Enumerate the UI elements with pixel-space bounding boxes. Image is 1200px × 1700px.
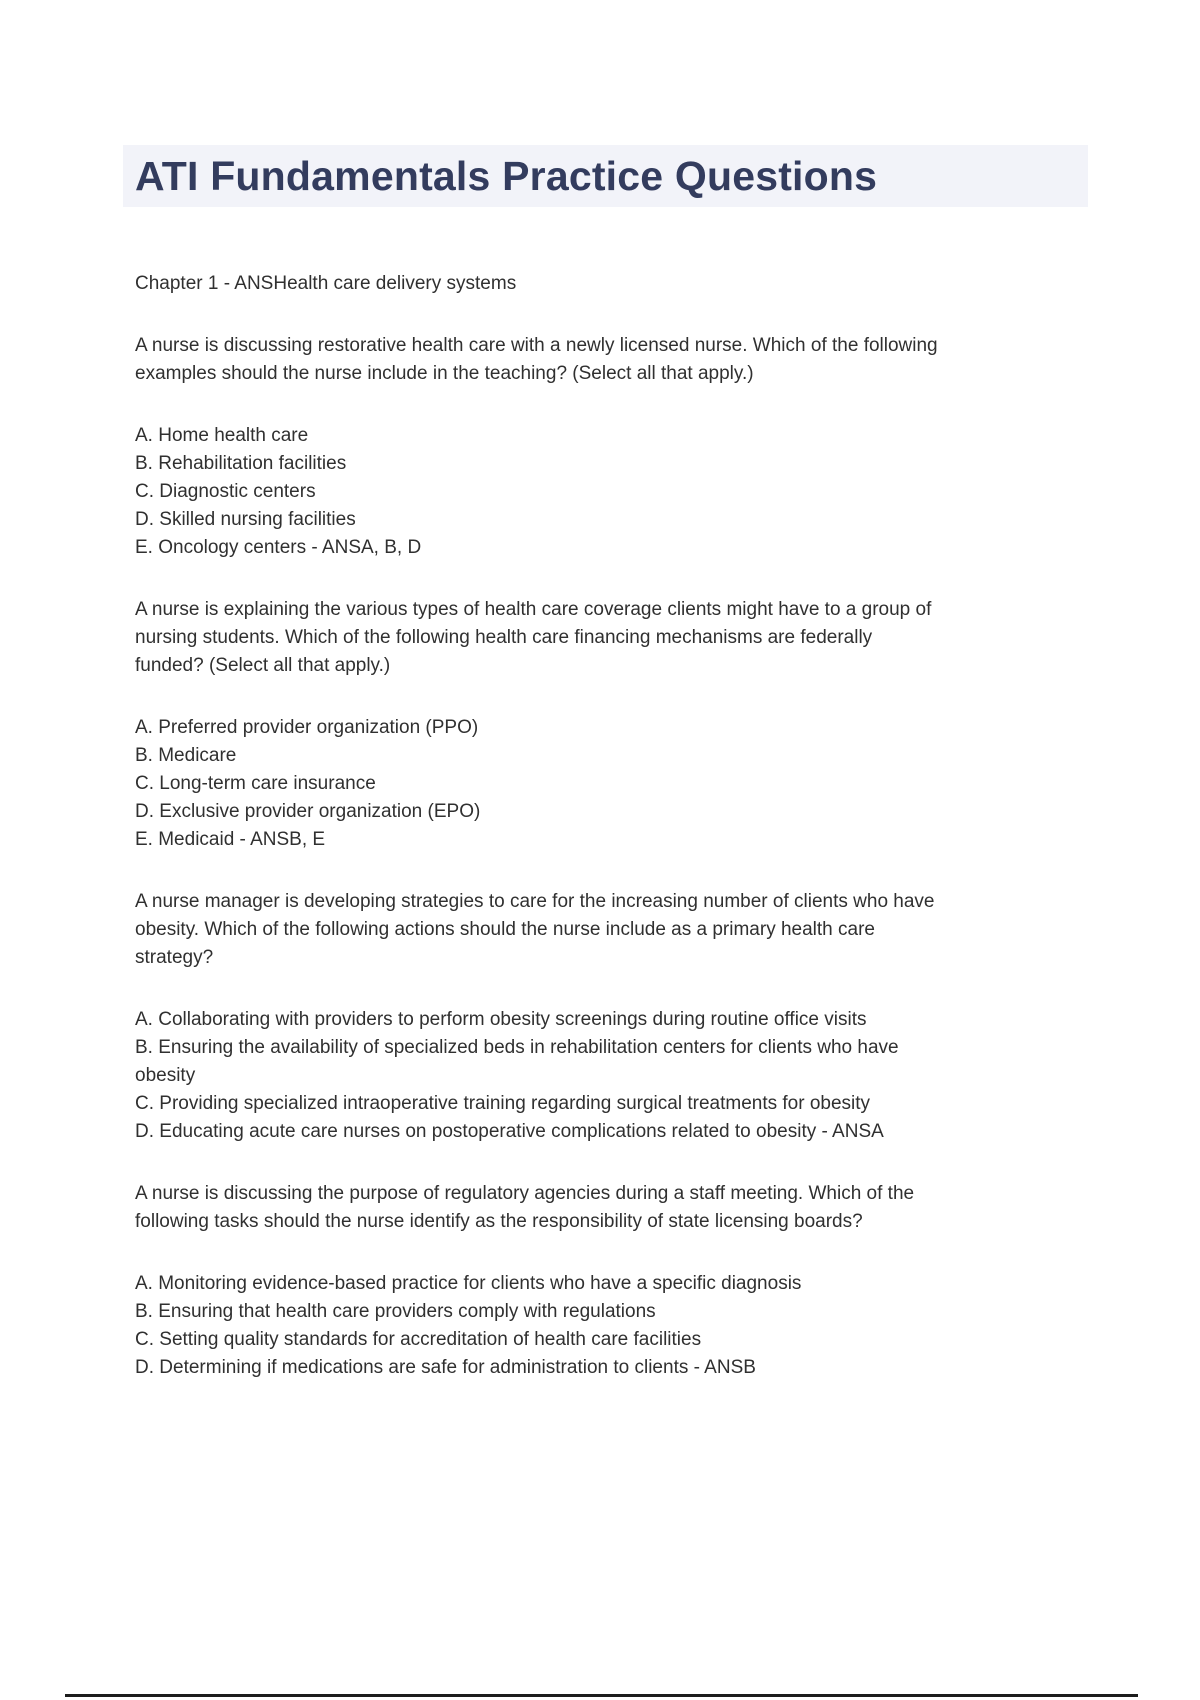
chapter-heading-block: [135, 270, 1095, 298]
question-text-line: A nurse is explaining the various types of health care coverage clients might have to a group of: [135, 599, 932, 620]
question-prompt: [135, 332, 1095, 388]
answer-option-line: B. Ensuring that health care providers comply with regulations: [135, 1301, 656, 1322]
answer-option-line: E. Oncology centers - ANSA, B, D: [135, 537, 422, 558]
question-prompt: [135, 596, 1095, 680]
document-title-bar: [123, 145, 1088, 207]
question-text-line: A nurse is discussing restorative health care with a newly licensed nurse. Which of the following: [135, 335, 938, 356]
question-prompt: [135, 888, 1095, 972]
answer-option-line: A. Preferred provider organization (PPO): [135, 717, 479, 738]
question-text-line: A nurse manager is developing strategies to care for the increasing number of clients who have: [135, 891, 935, 912]
answer-option-line: C. Long-term care insurance: [135, 773, 376, 794]
answer-option-line: A. Monitoring evidence-based practice for clients who have a specific diagnosis: [135, 1273, 802, 1294]
answer-option-line: B. Ensuring the availability of specialized beds in rehabilitation centers for clients who have: [135, 1037, 899, 1058]
answer-option-line: A. Collaborating with providers to perform obesity screenings during routine office visits: [135, 1009, 867, 1030]
answer-option-line: A. Home health care: [135, 425, 309, 446]
answer-option-line: B. Medicare: [135, 745, 237, 766]
answer-option-line: C. Diagnostic centers: [135, 481, 316, 502]
answer-option-line: D. Skilled nursing facilities: [135, 509, 356, 530]
page-title: ATI Fundamentals Practice Questions: [135, 152, 878, 199]
question-text-line: strategy?: [135, 947, 214, 968]
answer-options: [135, 422, 1095, 562]
answer-option-line: obesity: [135, 1065, 196, 1086]
question-text-line: A nurse is discussing the purpose of regulatory agencies during a staff meeting. Which of the: [135, 1183, 915, 1204]
answer-option-line: D. Determining if medications are safe for administration to clients - ANSB: [135, 1357, 756, 1378]
answer-option-line: D. Exclusive provider organization (EPO): [135, 801, 481, 822]
question-text-line: nursing students. Which of the following health care financing mechanisms are federally: [135, 627, 873, 648]
question-text-line: examples should the nurse include in the teaching? (Select all that apply.): [135, 363, 754, 384]
chapter-heading: Chapter 1 - ANSHealth care delivery systems: [135, 273, 517, 294]
answer-options: [135, 714, 1095, 854]
question-text-line: obesity. Which of the following actions should the nurse include as a primary health care: [135, 919, 875, 940]
question-text-line: funded? (Select all that apply.): [135, 655, 391, 676]
page-bottom-divider: [65, 1694, 1138, 1697]
answer-option-line: B. Rehabilitation facilities: [135, 453, 347, 474]
answer-option-line: C. Providing specialized intraoperative training regarding surgical treatments for obesity: [135, 1093, 871, 1114]
answer-options: [135, 1006, 1095, 1146]
document-content: [135, 270, 1095, 1416]
question-prompt: [135, 1180, 1095, 1236]
answer-option-line: C. Setting quality standards for accreditation of health care facilities: [135, 1329, 702, 1350]
answer-options: [135, 1270, 1095, 1382]
answer-option-line: D. Educating acute care nurses on postoperative complications related to obesity - ANSA: [135, 1121, 884, 1142]
answer-option-line: E. Medicaid - ANSB, E: [135, 829, 326, 850]
question-text-line: following tasks should the nurse identify as the responsibility of state licensing boards?: [135, 1211, 863, 1232]
